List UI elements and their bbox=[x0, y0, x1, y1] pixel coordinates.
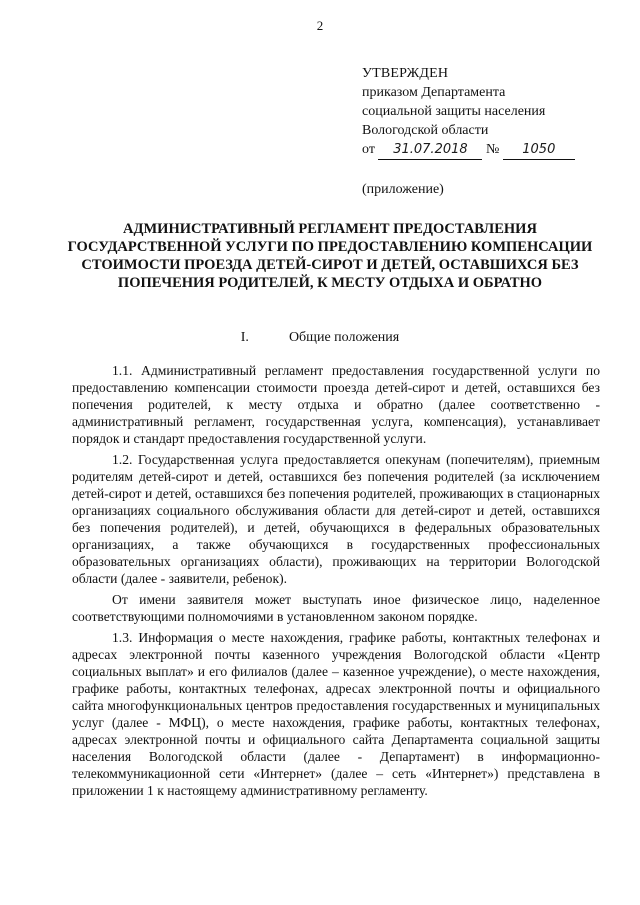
document-title: АДМИНИСТРАТИВНЫЙ РЕГЛАМЕНТ ПРЕДОСТАВЛЕНИЯ ГОСУДАРСТВЕННОЙ УСЛУГИ ПО ПРЕДОСТАВЛЕНИЮ КОМПЕНСАЦИИ СТОИМОСТИ ПРОЕЗДА ДЕТЕЙ-СИРОТ И ДЕТЕЙ, ОСТАВШИХСЯ БЕЗ ПОПЕЧЕНИЯ РОДИТЕЛЕЙ, К МЕСТУ ОТДЫХА И ОБРАТНО bbox=[67, 221, 593, 291]
handwritten-date: 31.07.2018 bbox=[378, 140, 482, 160]
date-prefix: от bbox=[362, 142, 375, 157]
approval-line-1: приказом Департамента bbox=[362, 85, 506, 100]
section-title: Общие положения bbox=[288, 330, 400, 345]
paragraph-1-3: 1.3. Информация о месте нахождения, графике работы, контактных телефонах и адресах электронной почты казенного учреждения Вологодской области «Центр социальных выплат» и его филиалов (далее – казенное учреждение), о месте нахождения, графике работы, контактных телефонах, адресах электронной почты и официального сайта многофункциональных центров предоставления государственных и муниципальных услуг (далее - МФЦ), о месте нахождения, графике работы, контактных телефонах, адресах электронной почты и официального сайта Департамента социальной защиты населения Вологодской области (далее - Департамент) в информационно-телекоммуникационной сети «Интернет» (далее – сеть «Интернет») представлена в приложении 1 к настоящему административному регламенту. bbox=[72, 630, 600, 798]
number-sign: № bbox=[485, 142, 500, 157]
section-heading bbox=[0, 330, 640, 346]
paragraph-representative: От имени заявителя может выступать иное физическое лицо, наделенное соответствующими полномочиями в установленном законом порядке. bbox=[72, 592, 600, 624]
paragraph-1-2: 1.2. Государственная услуга предоставляется опекунам (попечителям), приемным родителям детей-сирот и детей, оставшихся без попечения родителей (за исключением детей-сирот и детей, оставшихся без попечения родителей, проживающих в стационарных организациях социального обслуживания области для детей-сирот и детей, оставшихся без попечения родителей), и детей, обучающихся в федеральных образовательных организациях, а также обучающихся в государственных профессиональных образовательных организациях области), проживающих на территории Вологодской области (далее - заявители, ребенок). bbox=[72, 452, 600, 586]
approval-line-2: социальной защиты населения bbox=[362, 104, 546, 119]
section-number: I. bbox=[240, 330, 249, 345]
page-number: 2 bbox=[316, 18, 324, 33]
appendix-note: (приложение) bbox=[362, 182, 444, 197]
approved-heading: УТВЕРЖДЕН bbox=[362, 66, 449, 81]
order-date-line bbox=[362, 140, 602, 160]
paragraph-1-1: 1.1. Административный регламент предоставления государственной услуги по предоставлению компенсации стоимости проезда детей-сирот и детей, оставшихся без попечения родителей, к месту отдыха и обратно (далее соответственно - административный регламент, государственная услуга, компенсация), устанавливает порядок и стандарт предоставления государственной услуги. bbox=[72, 363, 600, 446]
approval-block bbox=[362, 64, 602, 199]
handwritten-order-number: 1050 bbox=[503, 140, 575, 160]
body-text bbox=[72, 362, 600, 803]
approval-line-3: Вологодской области bbox=[362, 123, 489, 138]
